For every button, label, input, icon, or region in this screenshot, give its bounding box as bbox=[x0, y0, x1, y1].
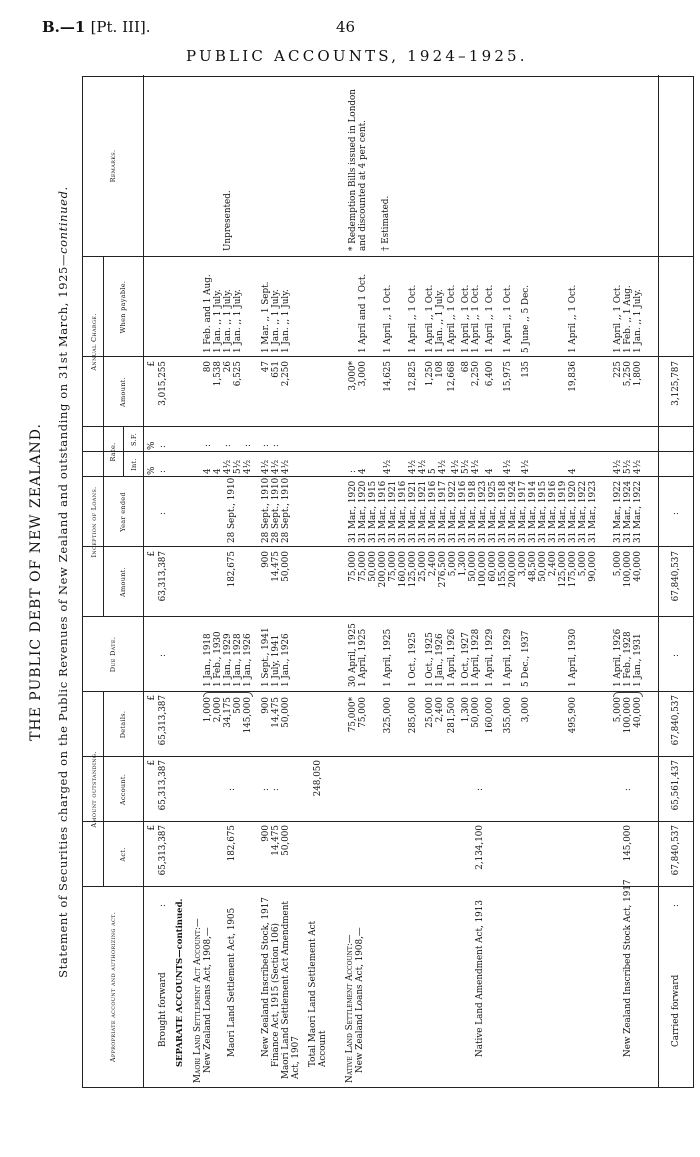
col-details: Details. bbox=[119, 710, 127, 739]
cf-details: 67,840,537 bbox=[671, 695, 681, 746]
estimated-note: † Estimated. bbox=[381, 195, 391, 251]
mlsa-1905-label: Maori Land Settlement Act, 1905 bbox=[227, 907, 237, 1057]
col-remarks: Remarks. bbox=[109, 149, 117, 183]
col-act: Act. bbox=[119, 847, 127, 862]
running-title: PUBLIC ACCOUNTS, 1924–1925. bbox=[186, 47, 528, 65]
rotated-table-page bbox=[28, 76, 700, 1088]
col-rate: Rate. bbox=[109, 442, 117, 462]
bf-act: 65,313,387 bbox=[158, 825, 168, 876]
section-separate: SEPARATE ACCOUNTS—continued. bbox=[175, 898, 185, 1067]
col-year-ended: Year ended bbox=[119, 492, 127, 532]
bf-annual: 3,015,255 bbox=[158, 361, 168, 406]
col-amount-outstanding: Amount outstanding. bbox=[90, 751, 98, 828]
col-inception-amount: Amount. bbox=[119, 567, 127, 597]
redemption-note: * Redemption Bills issued in London and discounted at 4 per cent. bbox=[348, 89, 368, 251]
col-annual-charge: Annual Charge. bbox=[90, 313, 98, 371]
total-maori-amount: 248,050 bbox=[313, 760, 323, 797]
cf-annual: 3,125,787 bbox=[671, 361, 681, 406]
nlaa-label: Native Land Amendment Act, 1913 bbox=[475, 900, 485, 1057]
bf-account: 65,313,387 bbox=[158, 760, 168, 811]
total-maori-label: Total Maori Land Settlement Act Account bbox=[308, 920, 328, 1067]
bf-inception: 63,313,387 bbox=[158, 551, 168, 602]
nzis-label: New Zealand Inscribed Stock, 1917 bbox=[261, 897, 271, 1057]
col-when-payable: When payable. bbox=[119, 280, 127, 334]
carried-forward-label: Carried forward bbox=[671, 974, 681, 1047]
cf-account: 65,561,437 bbox=[671, 760, 681, 811]
col-int: Int. bbox=[130, 458, 138, 471]
nlaa-act: 2,134,100 bbox=[475, 825, 485, 870]
brought-forward-label: Brought forward bbox=[158, 972, 168, 1047]
col-inception: Inception of Loans. bbox=[90, 486, 98, 558]
page-number: 46 bbox=[336, 18, 356, 36]
col-ac-amount: Amount. bbox=[119, 377, 127, 407]
cf-inception: 67,840,537 bbox=[671, 551, 681, 602]
bf-details: 65,313,387 bbox=[158, 695, 168, 746]
col-account-amount: Account. bbox=[119, 773, 127, 806]
native-account-heading: Native Land Settlement Account:— bbox=[345, 934, 355, 1083]
mlsaa-label: Maori Land Settlement Act Amendment Act, 1907 bbox=[281, 901, 301, 1079]
cf-act: 67,840,537 bbox=[671, 825, 681, 876]
nzis1917-label: New Zealand Inscribed Stock Act, 1917 bbox=[623, 879, 633, 1057]
col-account: Appropriate account and authorizing act. bbox=[109, 911, 117, 1063]
unpresented-remark: Unpresented. bbox=[223, 190, 233, 251]
col-due-date: Due Date. bbox=[109, 636, 117, 673]
table-subtitle: Statement of Securities charged on the Public Revenues of New Zealand and outstanding on 31st March, 1925—continued. bbox=[56, 186, 70, 978]
maori-account-heading: Maori Land Settlement Act Account:— bbox=[193, 918, 203, 1083]
debt-table: Appropriate account and authorizing act. Amount outstanding. Act. Account. Details. Due Date. Inception of Loans. Amount. Year ended Rate. Int. S.F. Annual Charge. Amount. When payable. Remarks. £ £ £ £ £ % % Brought forward : 65,313,387 65,313,387 65,313,387 : 63,313,387 : : : 3,015,255 SEPARATE ACCOUNTS—continued. Maori Land Settlement Act Account:— New Zealand Loans Act, 1908,— Maori Land Settlement Act, 1905 182,675 : 1,000 2,000 34,175 500 145,000 1 Jan., 1918 1 Feb., 1930 1 Jan., 1929 1 Jan., 1928 1 Jan., 1926 182,675 28 Sept., 1910 4 4 4½ 5½ 4½ : : : 80 1,538 26 6,525 1 Feb. and 1 Aug. 1 Jan. ,, 1 July. 1 Jan. ,, 1 July. 1 Jan. ,, 1 July. Unpresented. New Zealand Inscribed Stock, 1917 900 : 900 1 Sept., 1941 900 28 Sept., 1910 4½ : 47 1 Mar. ,, 1 Sept. Finance Act, 1915 (Section 106) 14,475 : 14,475 1 July, 1941 14,475 28 Sept., 1910 4½ : 651 1 Jan. ,, 1 July. Maori Land Settlement Act Amendment Act, 1907 50,000 50,000 1 Jan., 1926 50,000 28 Sept., 1910 4½ 2,250 1 Jan. ,, 1 July. Total Maori Land Settlement Act Account 248,050 Native Land Settlement Account:— New Zealand Loans Act, 1908,— Native Land Amendment Act, 1913 2,134,100 : 75,000* 75,000 325,000 285,000 25,000 2,400 281,500 1,300 50,000 160,000 355,000 3,000 495,900 30 April, 1925 1 April, 1925 1 April, 1925 1 Oct., 1925 1 Oct., 1925 1 Jan., 1926 1 April, 1926 1 Oct., 1927 1 April, 1928 1 April, 1929 1 April, 1929 5 Dec., 1937 1 April, 1930 75,000 75,000 50,000 200,000 75,000 160,000 125,000 25,000 2,400 276,500 5,000 1,300 50,000 100,000 60,000 155,000 200,000 3,000 48,500 50,000 2,400 125,000 175,000 5,000 90,000 31 Mar., 1920 31 Mar., 1920 31 Mar., 1915 31 Mar., 1916 31 Mar., 1921 31 Mar., 1916 31 Mar., 1921 31 Mar., 1921 31 Mar., 1916 31 Mar., 1917 31 Mar., 1922 31 Mar., 1916 31 Mar., 1918 31 Mar., 1923 31 Mar., 1925 31 Mar., 1918 31 Mar., 1924 31 Mar., 1917 31 Mar., 1914 31 Mar., 1915 31 Mar., 1916 31 Mar., 1919 31 Mar., 1920 31 Mar., 1922 31 Mar., 1923 : 4 4½ 4½ 4½ 5 4½ 4½ 5½ 4½ 4 4½ 4½ 4 3,000* 3,000 14,625 12,825 1,250 108 12,668 68 2,250 6,400 15,975 135 19,836 1 April and 1 Oct. 1 April ,, 1 Oct. 1 April ,, 1 Oct. 1 April ,, 1 Oct. 1 Jan. ,, 1 July. 1 April ,, 1 Oct. 1 April ,, 1 Oct. 1 April ,, 1 Oct. 1 April ,, 1 Oct. 1 April ,, 1 Oct. 5 June ,, 5 Dec. 1 April ,, 1 Oct. * Redemption Bills issued in London and discounted at 4 per cent. † Estimated. New Zealand Inscribed Stock Act, 1917 145,000 : 5,000 100,000 40,000 1 April, 1926 1 Feb., 1928 1 Jan., 1931 5,000 100,000 40,000 31 Mar., 1922 31 Mar., 1924 31 Mar., 1922 4½ 5½ 4½ 225 5,250 1,800 1 April ,, 1 Oct. 1 Feb. ,, 1 Aug. 1 Jan. ,, 1 July. Carried forward : 67,840,537 65,561,437 67,840,537 : 67,840,537 : 3,125,787 bbox=[82, 76, 694, 1088]
col-sf: S.F. bbox=[130, 432, 138, 447]
series-ref: B.—1 [Pt. III]. bbox=[42, 18, 151, 36]
finance-label: Finance Act, 1915 (Section 106) bbox=[271, 923, 281, 1067]
table-title: THE PUBLIC DEBT OF NEW ZEALAND. bbox=[28, 423, 44, 741]
